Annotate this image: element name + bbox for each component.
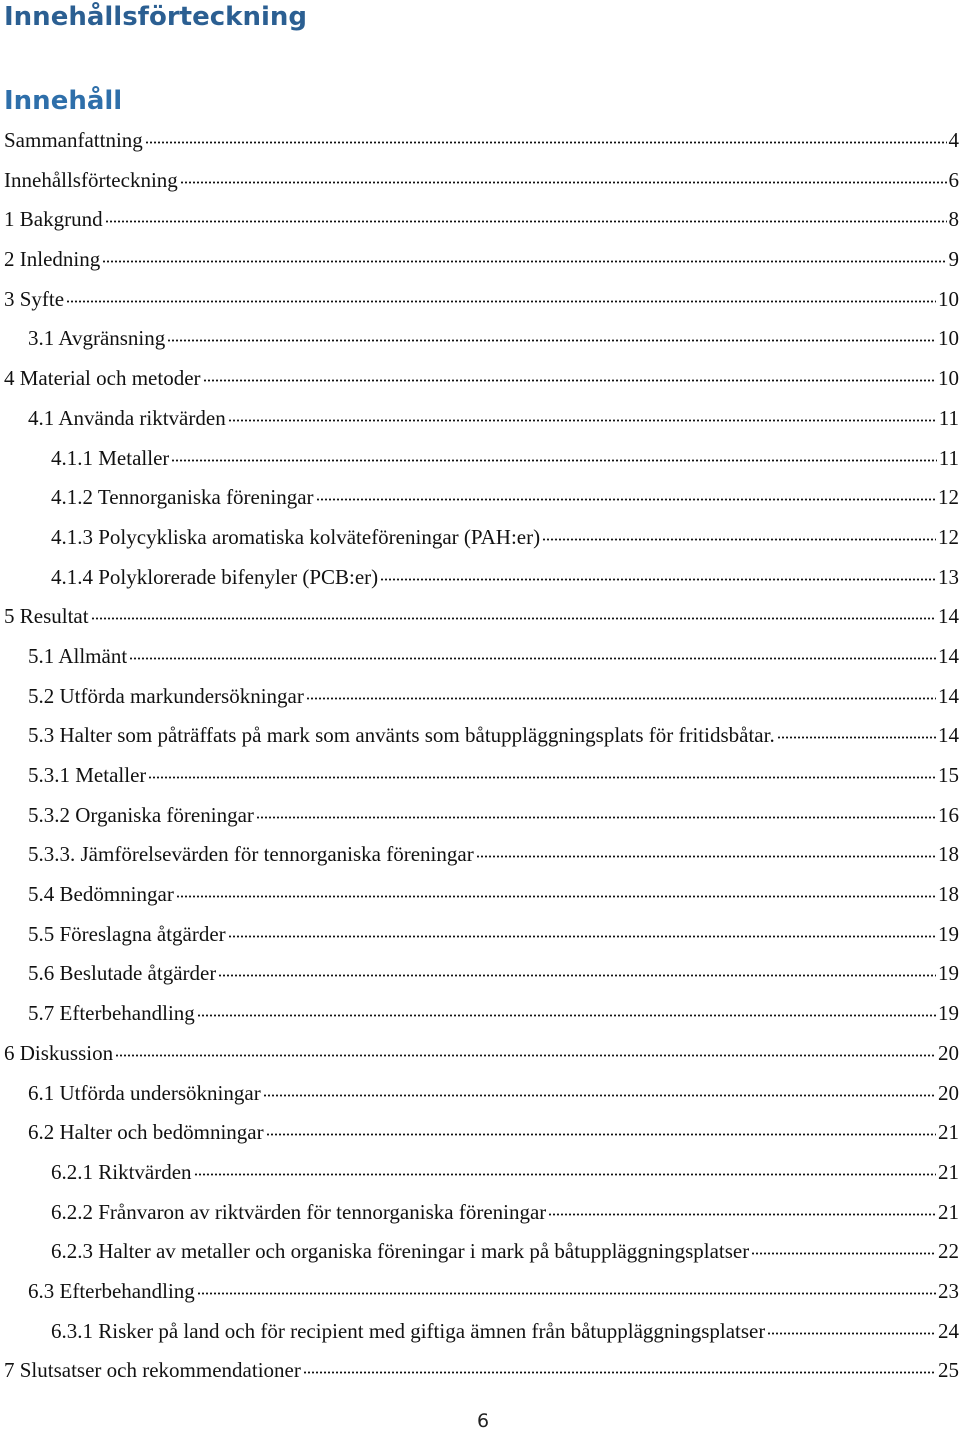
toc-entry-page[interactable]: 12	[938, 485, 959, 510]
toc-dot-leader	[256, 814, 936, 822]
toc-entry[interactable]	[4, 319, 959, 359]
toc-entry-page[interactable]: 25	[938, 1358, 959, 1383]
toc-entry-title[interactable]: 4.1.4 Polyklorerade bifenyler (PCB:er)	[51, 564, 379, 589]
toc-entry-page[interactable]: 14	[938, 723, 959, 748]
toc-entry-title[interactable]: 6.1 Utförda undersökningar	[28, 1080, 261, 1105]
toc-entry-page[interactable]: 24	[938, 1318, 959, 1343]
toc-dot-leader	[228, 933, 936, 941]
toc-dot-leader	[542, 536, 936, 544]
toc-entry-page[interactable]: 11	[938, 405, 959, 430]
toc-entry-page[interactable]: 21	[938, 1120, 959, 1145]
toc-entry[interactable]	[4, 280, 959, 320]
toc-entry-page[interactable]: 19	[938, 961, 959, 986]
toc-entry-page[interactable]: 21	[938, 1199, 959, 1224]
toc-entry-page[interactable]: 10	[938, 326, 959, 351]
toc-entry[interactable]	[4, 359, 959, 399]
toc-entry[interactable]	[4, 835, 959, 875]
toc-dot-leader	[180, 179, 947, 187]
toc-entry[interactable]	[4, 915, 959, 955]
toc-entry-title[interactable]: 5.5 Föreslagna åtgärder	[28, 921, 226, 946]
toc-entry[interactable]	[4, 1272, 959, 1312]
toc-entry-title[interactable]: 4.1.1 Metaller	[51, 445, 170, 470]
toc-dot-leader	[197, 1290, 936, 1298]
toc-entry-page[interactable]: 23	[938, 1278, 959, 1303]
toc-entry[interactable]	[4, 240, 959, 280]
toc-dot-leader	[102, 258, 946, 266]
toc-dot-leader	[218, 972, 936, 980]
toc-entry-title[interactable]: 5 Resultat	[4, 604, 89, 629]
toc-entry-page[interactable]: 6	[948, 167, 959, 192]
page-number: 6	[476, 1410, 490, 1432]
toc-entry[interactable]	[4, 439, 959, 479]
toc-dot-leader	[129, 655, 936, 663]
toc-entry-title[interactable]: 3.1 Avgränsning	[28, 326, 166, 351]
toc-entry-page[interactable]: 20	[938, 1040, 959, 1065]
toc-entry-title[interactable]: 5.2 Utförda markundersökningar	[28, 683, 304, 708]
toc-entry-page[interactable]: 11	[938, 445, 959, 470]
toc-entry[interactable]	[4, 1113, 959, 1153]
toc-dot-leader	[176, 893, 936, 901]
toc-entry[interactable]	[4, 954, 959, 994]
toc-entry-title[interactable]: 5.3.2 Organiska föreningar	[28, 802, 254, 827]
toc-entry-page[interactable]: 22	[938, 1239, 959, 1264]
toc-entry-title[interactable]: 5.4 Bedömningar	[28, 882, 174, 907]
toc-entry[interactable]	[4, 875, 959, 915]
toc-entry[interactable]	[4, 1074, 959, 1114]
toc-entry-title[interactable]: 4 Material och metoder	[4, 366, 201, 391]
toc-entry-page[interactable]: 10	[938, 366, 959, 391]
toc-dot-leader	[145, 139, 947, 147]
toc-entry[interactable]	[4, 994, 959, 1034]
toc-entry-page[interactable]: 13	[938, 564, 959, 589]
toc-entry-title[interactable]: 5.3.3. Jämförelsevärden för tennorganiska föreningar	[28, 842, 474, 867]
toc-entry-title[interactable]: 3 Syfte	[4, 286, 65, 311]
toc-entry-page[interactable]: 10	[938, 286, 959, 311]
toc-dot-leader	[66, 298, 936, 306]
toc-dot-leader	[115, 1052, 936, 1060]
toc-entry-page[interactable]: 14	[938, 643, 959, 668]
toc-entry[interactable]	[4, 200, 959, 240]
toc-entry[interactable]	[4, 478, 959, 518]
toc-entry-title[interactable]: 7 Slutsatser och rekommendationer	[4, 1358, 301, 1383]
toc-entry-title[interactable]: Sammanfattning	[4, 128, 143, 152]
toc-entry[interactable]	[4, 756, 959, 796]
toc-dot-leader	[303, 1369, 936, 1377]
toc-dot-leader	[777, 734, 936, 742]
toc-entry-title[interactable]: 4.1.3 Polycykliska aromatiska kolväteföreningar (PAH:er)	[51, 524, 541, 549]
toc-dot-leader	[380, 576, 936, 584]
toc-entry-title[interactable]: 1 Bakgrund	[4, 207, 103, 232]
toc-heading: Innehåll	[4, 86, 123, 116]
toc-entry[interactable]	[4, 637, 959, 677]
toc-entry-title[interactable]: 2 Inledning	[4, 247, 101, 272]
toc-dot-leader	[751, 1250, 936, 1258]
toc-entry[interactable]	[4, 1034, 959, 1074]
toc-entry[interactable]	[4, 796, 959, 836]
toc-entry[interactable]	[4, 677, 959, 717]
toc-dot-leader	[91, 615, 936, 623]
toc-entry-title[interactable]: 6.2 Halter och bedömningar	[28, 1120, 264, 1145]
table-of-contents	[4, 121, 959, 1391]
toc-dot-leader	[306, 695, 936, 703]
toc-entry-title[interactable]: 5.7 Efterbehandling	[28, 1001, 195, 1026]
toc-entry-page[interactable]: 4	[948, 128, 959, 152]
page-title: Innehållsförteckning	[4, 2, 307, 32]
toc-dot-leader	[171, 457, 936, 465]
toc-entry[interactable]	[4, 1193, 959, 1233]
toc-entry-page[interactable]: 19	[938, 921, 959, 946]
toc-entry-page[interactable]: 18	[938, 882, 959, 907]
toc-entry-title[interactable]: Innehållsförteckning	[4, 167, 178, 192]
toc-dot-leader	[105, 218, 947, 226]
toc-entry[interactable]	[4, 1312, 959, 1352]
toc-dot-leader	[197, 1012, 936, 1020]
toc-entry-page[interactable]: 21	[938, 1159, 959, 1184]
toc-entry-page[interactable]: 19	[938, 1001, 959, 1026]
toc-entry-title[interactable]: 6.3 Efterbehandling	[28, 1278, 195, 1303]
toc-entry-page[interactable]: 15	[938, 763, 959, 787]
toc-entry[interactable]	[4, 399, 959, 439]
toc-dot-leader	[167, 337, 936, 345]
toc-entry-title[interactable]: 5.3.1 Metaller	[28, 763, 147, 787]
toc-dot-leader	[767, 1330, 936, 1338]
toc-entry-title[interactable]: 6 Diskussion	[4, 1040, 114, 1065]
toc-entry-title[interactable]: 5.3 Halter som påträffats på mark som använts som båtuppläggningsplats för fritidsbåtar.	[28, 723, 775, 748]
toc-entry-page[interactable]: 8	[948, 207, 959, 232]
toc-dot-leader	[263, 1092, 936, 1100]
toc-dot-leader	[266, 1131, 936, 1139]
toc-entry-page[interactable]: 12	[938, 524, 959, 549]
toc-entry-title[interactable]: 6.2.3 Halter av metaller och organiska föreningar i mark på båtuppläggningsplatser	[51, 1239, 750, 1264]
toc-entry[interactable]	[4, 716, 959, 756]
toc-entry-title[interactable]: 4.1 Använda riktvärden	[28, 405, 226, 430]
toc-entry-page[interactable]: 9	[948, 247, 959, 272]
toc-entry[interactable]	[4, 161, 959, 201]
toc-entry[interactable]	[4, 1351, 959, 1391]
toc-entry-page[interactable]: 18	[938, 842, 959, 867]
toc-entry-title[interactable]: 6.2.1 Riktvärden	[51, 1159, 192, 1184]
toc-entry-title[interactable]: 6.3.1 Risker på land och för recipient med giftiga ämnen från båtuppläggningsplatser	[51, 1318, 766, 1343]
toc-dot-leader	[476, 853, 936, 861]
toc-dot-leader	[148, 774, 936, 782]
toc-entry[interactable]	[4, 1153, 959, 1193]
toc-entry[interactable]	[4, 518, 959, 558]
toc-entry[interactable]	[4, 558, 959, 598]
toc-dot-leader	[228, 417, 937, 425]
toc-entry-page[interactable]: 14	[938, 683, 959, 708]
toc-entry-title[interactable]: 5.1 Allmänt	[28, 643, 128, 668]
toc-entry[interactable]	[4, 597, 959, 637]
toc-entry[interactable]	[4, 121, 959, 161]
toc-dot-leader	[316, 496, 936, 504]
toc-dot-leader	[548, 1211, 936, 1219]
toc-entry-page[interactable]: 14	[938, 604, 959, 629]
toc-entry[interactable]	[4, 1232, 959, 1272]
toc-entry-page[interactable]: 20	[938, 1080, 959, 1105]
toc-entry-title[interactable]: 4.1.2 Tennorganiska föreningar	[51, 485, 314, 510]
toc-entry-page[interactable]: 16	[938, 802, 959, 827]
toc-entry-title[interactable]: 5.6 Beslutade åtgärder	[28, 961, 217, 986]
toc-entry-title[interactable]: 6.2.2 Frånvaron av riktvärden för tennorganiska föreningar	[51, 1199, 547, 1224]
toc-dot-leader	[203, 377, 936, 385]
toc-dot-leader	[194, 1171, 936, 1179]
